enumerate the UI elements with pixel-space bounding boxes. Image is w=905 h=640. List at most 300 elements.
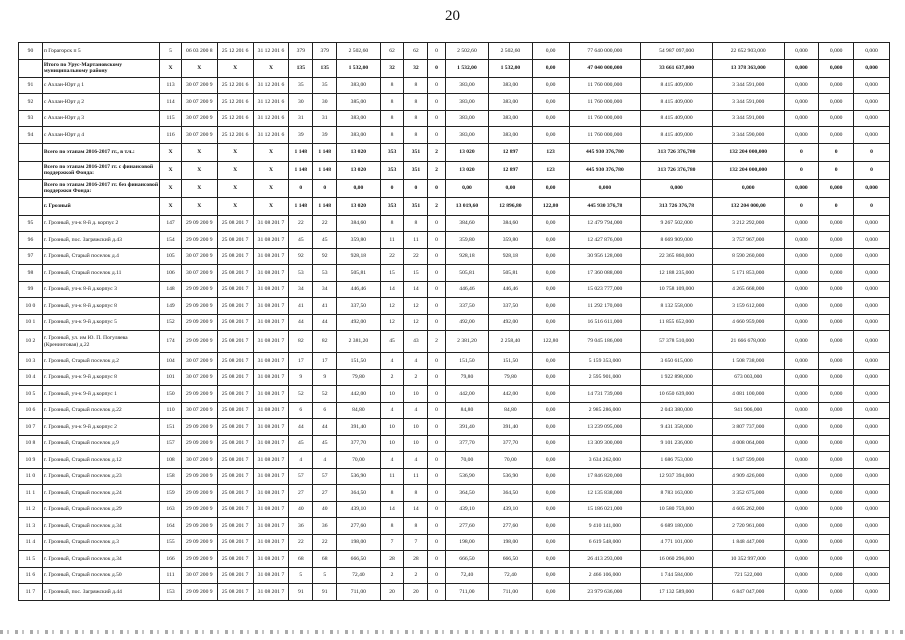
- cell-n: 99: [19, 281, 43, 298]
- cell-id: 149: [160, 298, 182, 315]
- cell-c4: 12: [380, 298, 404, 315]
- cell-c1: 34: [289, 281, 313, 298]
- cell-c9: 0,00: [532, 501, 569, 518]
- table-row: [19, 298, 890, 315]
- cell-c15: 0,000: [854, 534, 890, 551]
- cell-c14: 0,000: [819, 331, 854, 353]
- cell-c12: 721 522,000: [712, 567, 784, 584]
- cell-d3: 31 08 201 7: [253, 232, 289, 249]
- cell-name: г. Грозный, уч-к 8-й д. корпус 2: [42, 215, 159, 232]
- table-row: [19, 468, 890, 485]
- cell-c10: 11 760 000,000: [569, 127, 641, 144]
- cell-c6: 0: [428, 179, 445, 197]
- cell-c10: 12 427 876,000: [569, 232, 641, 249]
- cell-c12: 4 081 100,000: [712, 386, 784, 403]
- cell-c8: 12 896,80: [489, 197, 532, 215]
- cell-id: 152: [160, 314, 182, 331]
- cell-c5: 10: [404, 386, 428, 403]
- cell-c1: 36: [289, 518, 313, 535]
- cell-c5: 14: [404, 281, 428, 298]
- cell-c14: 0,000: [819, 468, 854, 485]
- cell-c11: 8 415 409,000: [641, 94, 713, 111]
- cell-c7: 2 502,60: [445, 43, 488, 60]
- cell-c8: 391,40: [489, 419, 532, 436]
- table-row: [19, 551, 890, 568]
- cell-c12: 13 378 363,000: [712, 59, 784, 77]
- cell-c6: 2: [428, 143, 445, 161]
- cell-c7: 13 019,60: [445, 197, 488, 215]
- cell-d1: 29 09 200 9: [181, 386, 217, 403]
- cell-c2: 379: [313, 43, 337, 60]
- cell-c1: 44: [289, 314, 313, 331]
- cell-c11: 9 101 236,000: [641, 435, 713, 452]
- cell-c3: 377,70: [337, 435, 380, 452]
- table-total-row: [19, 59, 890, 77]
- cell-c4: 4: [380, 353, 404, 370]
- cell-d2: 25 08 201 7: [217, 215, 253, 232]
- cell-d3: 31 08 201 7: [253, 551, 289, 568]
- cell-c4: 4: [380, 452, 404, 469]
- cell-c15: 0,000: [854, 179, 890, 197]
- cell-c5: 12: [404, 298, 428, 315]
- cell-c10: 11 760 000,000: [569, 94, 641, 111]
- cell-c3: 1 532,00: [337, 59, 380, 77]
- cell-c6: 0: [428, 281, 445, 298]
- cell-d1: 29 09 200 9: [181, 232, 217, 249]
- cell-c7: 1 532,00: [445, 59, 488, 77]
- cell-c9: 0,00: [532, 127, 569, 144]
- cell-d2: 25 08 201 7: [217, 518, 253, 535]
- cell-c1: 53: [289, 265, 313, 282]
- cell-c12: 3 212 292,000: [712, 215, 784, 232]
- cell-c6: 0: [428, 518, 445, 535]
- cell-c12: 1 508 738,000: [712, 353, 784, 370]
- table-row: [19, 501, 890, 518]
- cell-c14: 0,000: [819, 485, 854, 502]
- cell-d1: 30 07 200 9: [181, 248, 217, 265]
- cell-c3: 391,40: [337, 419, 380, 436]
- cell-c6: 2: [428, 331, 445, 353]
- cell-id: 114: [160, 94, 182, 111]
- cell-c6: 0: [428, 551, 445, 568]
- cell-c6: 0: [428, 232, 445, 249]
- cell-c9: 0,00: [532, 94, 569, 111]
- cell-d2: 25 12 201 6: [217, 94, 253, 111]
- cell-name: г. Грозный, уч-к 8-й д.корпус 8: [42, 298, 159, 315]
- cell-c1: 1 148: [289, 161, 313, 179]
- cell-name: с Ахлан-Юрт д 1: [42, 77, 159, 94]
- cell-c10: 6 619 548,000: [569, 534, 641, 551]
- cell-name: с Ахлан-Юрт д 3: [42, 110, 159, 127]
- cell-d2: 25 08 201 7: [217, 485, 253, 502]
- cell-c4: 8: [380, 485, 404, 502]
- cell-c10: 47 040 000,000: [569, 59, 641, 77]
- cell-name: п Горагорск п 5: [42, 43, 159, 60]
- cell-c14: 0,000: [819, 584, 854, 601]
- cell-c7: 505,81: [445, 265, 488, 282]
- cell-c9: 0,00: [532, 567, 569, 584]
- cell-c3: 383,00: [337, 127, 380, 144]
- cell-c5: 8: [404, 485, 428, 502]
- cell-name: с Ахлан-Юрт д 2: [42, 94, 159, 111]
- cell-c10: 445 930 376,780: [569, 143, 641, 161]
- cell-c13: 0,000: [784, 265, 819, 282]
- cell-c3: 385,00: [337, 94, 380, 111]
- cell-d1: 30 07 200 9: [181, 353, 217, 370]
- cell-c1: 6: [289, 402, 313, 419]
- cell-name: г. Грозный, пос. Загряжский д.43: [42, 232, 159, 249]
- cell-c8: 198,00: [489, 534, 532, 551]
- table-row: [19, 518, 890, 535]
- cell-c3: 383,00: [337, 110, 380, 127]
- cell-c4: 22: [380, 248, 404, 265]
- cell-c4: 45: [380, 331, 404, 353]
- cell-c14: 0,000: [819, 518, 854, 535]
- cell-id: 147: [160, 215, 182, 232]
- cell-c3: 711,00: [337, 584, 380, 601]
- cell-c13: 0,000: [784, 518, 819, 535]
- cell-id: 111: [160, 567, 182, 584]
- cell-c14: 0,000: [819, 265, 854, 282]
- cell-c9: 0,00: [532, 402, 569, 419]
- cell-c12: 132 204 000,000: [712, 161, 784, 179]
- cell-c5: 32: [404, 59, 428, 77]
- cell-d2: 25 08 201 7: [217, 386, 253, 403]
- cell-c10: 445 930 376,78: [569, 197, 641, 215]
- cell-d1: 29 09 200 9: [181, 534, 217, 551]
- cell-c5: 12: [404, 314, 428, 331]
- cell-c4: 4: [380, 402, 404, 419]
- cell-c14: 0: [819, 197, 854, 215]
- cell-c12: 0,000: [712, 179, 784, 197]
- cell-c7: 666,50: [445, 551, 488, 568]
- cell-c9: 0,00: [532, 314, 569, 331]
- cell-c3: 151,50: [337, 353, 380, 370]
- cell-c12: 132 204 000,00: [712, 197, 784, 215]
- cell-c4: 353: [380, 161, 404, 179]
- cell-c9: 0,00: [532, 215, 569, 232]
- cell-c10: 11 760 000,000: [569, 110, 641, 127]
- cell-c2: 44: [313, 419, 337, 436]
- cell-c2: 30: [313, 94, 337, 111]
- cell-name: г. Грозный, уч-к 9-й д.корпус 5: [42, 314, 159, 331]
- cell-c15: 0,000: [854, 485, 890, 502]
- cell-c13: 0,000: [784, 402, 819, 419]
- cell-id: 101: [160, 369, 182, 386]
- cell-c6: 0: [428, 314, 445, 331]
- cell-c5: 22: [404, 248, 428, 265]
- cell-c13: 0,000: [784, 468, 819, 485]
- cell-c2: 57: [313, 468, 337, 485]
- cell-c11: 8 783 163,000: [641, 485, 713, 502]
- cell-c7: 84,80: [445, 402, 488, 419]
- cell-id: 166: [160, 551, 182, 568]
- cell-c1: 135: [289, 59, 313, 77]
- cell-c2: 4: [313, 452, 337, 469]
- cell-c4: 8: [380, 215, 404, 232]
- cell-c13: 0,000: [784, 232, 819, 249]
- cell-id: 151: [160, 419, 182, 436]
- cell-c5: 0: [404, 179, 428, 197]
- cell-c4: 20: [380, 584, 404, 601]
- cell-name: г. Грозный, уч-к 9-й д.корпус 8: [42, 369, 159, 386]
- table-body: [19, 43, 890, 601]
- cell-n: 10 3: [19, 353, 43, 370]
- cell-id: 157: [160, 435, 182, 452]
- cell-c6: 0: [428, 127, 445, 144]
- cell-n: 10 0: [19, 298, 43, 315]
- cell-d1: 29 09 200 9: [181, 551, 217, 568]
- cell-c9: 0,00: [532, 179, 569, 197]
- cell-c10: 17 360 088,000: [569, 265, 641, 282]
- cell-c10: 77 640 000,000: [569, 43, 641, 60]
- cell-c2: 34: [313, 281, 337, 298]
- cell-n: 95: [19, 215, 43, 232]
- cell-c15: 0,000: [854, 281, 890, 298]
- cell-d2: 25 08 201 7: [217, 369, 253, 386]
- cell-c4: 2: [380, 369, 404, 386]
- cell-c14: 0,000: [819, 353, 854, 370]
- cell-c1: 39: [289, 127, 313, 144]
- cell-c9: 0,00: [532, 232, 569, 249]
- cell-name: г. Грозный, Старый поселок д.11: [42, 265, 159, 282]
- cell-d1: 29 09 200 9: [181, 215, 217, 232]
- table-total-row: [19, 179, 890, 197]
- cell-name: г. Грозный, ул. им Ю. П. Погуляева (Кренинговая) д.22: [42, 331, 159, 353]
- table-row: [19, 584, 890, 601]
- cell-c2: 44: [313, 314, 337, 331]
- table-row: [19, 485, 890, 502]
- cell-c14: 0,000: [819, 110, 854, 127]
- cell-c14: 0,000: [819, 419, 854, 436]
- cell-c7: 277,60: [445, 518, 488, 535]
- cell-n: [19, 197, 43, 215]
- cell-c7: 151,50: [445, 353, 488, 370]
- cell-c8: 928,18: [489, 248, 532, 265]
- cell-c8: 377,70: [489, 435, 532, 452]
- cell-c7: 79,80: [445, 369, 488, 386]
- cell-c1: 57: [289, 468, 313, 485]
- cell-c7: 928,18: [445, 248, 488, 265]
- cell-c15: 0,000: [854, 215, 890, 232]
- cell-c14: 0,000: [819, 501, 854, 518]
- cell-c7: 70,00: [445, 452, 488, 469]
- cell-c8: 384,60: [489, 215, 532, 232]
- cell-name: г. Грозный, Старый поселок д.34: [42, 518, 159, 535]
- cell-d1: X: [181, 143, 217, 161]
- cell-c12: 4 660 959,000: [712, 314, 784, 331]
- cell-name: г. Грозный: [42, 197, 159, 215]
- cell-c14: 0,000: [819, 551, 854, 568]
- cell-c4: 353: [380, 197, 404, 215]
- cell-id: 108: [160, 452, 182, 469]
- cell-c11: 10 650 639,000: [641, 386, 713, 403]
- cell-c3: 277,60: [337, 518, 380, 535]
- cell-c6: 0: [428, 265, 445, 282]
- cell-c1: 30: [289, 94, 313, 111]
- cell-c13: 0,000: [784, 77, 819, 94]
- cell-c10: 17 846 820,000: [569, 468, 641, 485]
- cell-c11: 1 922 898,000: [641, 369, 713, 386]
- cell-c14: 0,000: [819, 94, 854, 111]
- cell-c13: 0,000: [784, 110, 819, 127]
- cell-c8: 492,00: [489, 314, 532, 331]
- cell-c6: 0: [428, 402, 445, 419]
- cell-c14: 0: [819, 143, 854, 161]
- cell-c9: 0,00: [532, 551, 569, 568]
- cell-c6: 0: [428, 468, 445, 485]
- cell-d2: 25 08 201 7: [217, 452, 253, 469]
- cell-c4: 0: [380, 179, 404, 197]
- cell-d1: 29 09 200 9: [181, 584, 217, 601]
- cell-n: 10 8: [19, 435, 43, 452]
- cell-name: Всего по этапам 2016-2017 гг., в т.ч.:: [42, 143, 159, 161]
- cell-c14: 0,000: [819, 435, 854, 452]
- table-total-row: [19, 143, 890, 161]
- cell-c9: 0,00: [532, 298, 569, 315]
- cell-c7: 72,40: [445, 567, 488, 584]
- cell-c1: 82: [289, 331, 313, 353]
- cell-c8: 72,40: [489, 567, 532, 584]
- cell-c14: 0,000: [819, 43, 854, 60]
- cell-d2: 25 08 201 7: [217, 281, 253, 298]
- cell-c3: 70,00: [337, 452, 380, 469]
- cell-c2: 1 148: [313, 197, 337, 215]
- cell-c12: 673 003,000: [712, 369, 784, 386]
- cell-c14: 0,000: [819, 386, 854, 403]
- cell-c3: 492,00: [337, 314, 380, 331]
- cell-n: 10 4: [19, 369, 43, 386]
- cell-c8: 666,50: [489, 551, 532, 568]
- cell-id: X: [160, 161, 182, 179]
- cell-d3: X: [253, 59, 289, 77]
- cell-id: 158: [160, 468, 182, 485]
- cell-d2: X: [217, 179, 253, 197]
- cell-n: 10 1: [19, 314, 43, 331]
- cell-c13: 0,000: [784, 281, 819, 298]
- cell-name: г. Грозный, Старый поселок д.29: [42, 501, 159, 518]
- cell-c7: 359,80: [445, 232, 488, 249]
- cell-d2: X: [217, 161, 253, 179]
- cell-c9: 122,80: [532, 331, 569, 353]
- cell-id: 116: [160, 127, 182, 144]
- table-row: [19, 265, 890, 282]
- cell-c2: 39: [313, 127, 337, 144]
- cell-c10: 3 634 262,000: [569, 452, 641, 469]
- cell-c2: 35: [313, 77, 337, 94]
- cell-name: г. Грозный, Старый поселок д.4: [42, 248, 159, 265]
- cell-d2: 25 08 201 7: [217, 314, 253, 331]
- cell-c5: 8: [404, 94, 428, 111]
- cell-c9: 0,00: [532, 534, 569, 551]
- cell-c1: 31: [289, 110, 313, 127]
- cell-c10: 2 985 286,000: [569, 402, 641, 419]
- cell-d2: X: [217, 59, 253, 77]
- cell-d1: 29 09 200 9: [181, 485, 217, 502]
- cell-d2: 25 08 201 7: [217, 353, 253, 370]
- cell-c6: 2: [428, 197, 445, 215]
- cell-c10: 13 309 300,000: [569, 435, 641, 452]
- cell-c11: 6 689 180,000: [641, 518, 713, 535]
- cell-c4: 2: [380, 567, 404, 584]
- cell-c2: 27: [313, 485, 337, 502]
- cell-c13: 0,000: [784, 534, 819, 551]
- cell-c8: 711,00: [489, 584, 532, 601]
- cell-c11: 22 365 860,000: [641, 248, 713, 265]
- cell-c4: 32: [380, 59, 404, 77]
- cell-c5: 11: [404, 468, 428, 485]
- cell-d3: X: [253, 197, 289, 215]
- cell-n: [19, 59, 43, 77]
- cell-c5: 20: [404, 584, 428, 601]
- cell-d1: X: [181, 197, 217, 215]
- cell-d1: 29 09 200 9: [181, 468, 217, 485]
- cell-c1: 45: [289, 232, 313, 249]
- cell-c4: 62: [380, 43, 404, 60]
- cell-id: X: [160, 179, 182, 197]
- table-row: [19, 248, 890, 265]
- cell-id: 110: [160, 402, 182, 419]
- cell-c12: 8 590 260,000: [712, 248, 784, 265]
- cell-c4: 12: [380, 314, 404, 331]
- cell-name: г. Грозный, Старый поселок д.12: [42, 452, 159, 469]
- cell-n: 94: [19, 127, 43, 144]
- cell-c12: 4 909 426,000: [712, 468, 784, 485]
- cell-name: Итого по Урус-Мартановскому муниципальному району: [42, 59, 159, 77]
- cell-d3: 31 08 201 7: [253, 215, 289, 232]
- cell-d3: 31 12 201 6: [253, 127, 289, 144]
- cell-c12: 4 008 064,000: [712, 435, 784, 452]
- cell-c3: 359,80: [337, 232, 380, 249]
- cell-c10: 15 186 021,000: [569, 501, 641, 518]
- cell-c13: 0,000: [784, 584, 819, 601]
- cell-c7: 13 020: [445, 161, 488, 179]
- cell-id: 159: [160, 485, 182, 502]
- cell-id: 148: [160, 281, 182, 298]
- cell-c4: 14: [380, 501, 404, 518]
- cell-c2: 9: [313, 369, 337, 386]
- cell-c5: 62: [404, 43, 428, 60]
- cell-c3: 383,00: [337, 77, 380, 94]
- cell-c15: 0,000: [854, 567, 890, 584]
- cell-c10: 9 410 141,000: [569, 518, 641, 535]
- cell-c14: 0,000: [819, 248, 854, 265]
- cell-c7: 391,40: [445, 419, 488, 436]
- cell-name: г. Грозный, Старый поселок д.2: [42, 353, 159, 370]
- cell-c5: 28: [404, 551, 428, 568]
- cell-d2: 25 08 201 7: [217, 435, 253, 452]
- cell-d2: X: [217, 197, 253, 215]
- cell-c10: 445 930 376,780: [569, 161, 641, 179]
- cell-c4: 15: [380, 265, 404, 282]
- cell-c2: 22: [313, 215, 337, 232]
- cell-c8: 383,00: [489, 110, 532, 127]
- cell-c13: 0,000: [784, 59, 819, 77]
- cell-c13: 0: [784, 161, 819, 179]
- cell-c15: 0,000: [854, 331, 890, 353]
- cell-c14: 0,000: [819, 298, 854, 315]
- cell-c9: 0,00: [532, 369, 569, 386]
- cell-c6: 0: [428, 298, 445, 315]
- cell-d1: 29 09 200 9: [181, 298, 217, 315]
- cell-c12: 1 848 447,000: [712, 534, 784, 551]
- cell-c1: 35: [289, 77, 313, 94]
- cell-c6: 0: [428, 501, 445, 518]
- cell-c4: 14: [380, 281, 404, 298]
- cell-c1: 40: [289, 501, 313, 518]
- cell-c9: 0,00: [532, 468, 569, 485]
- cell-c12: 10 352 997,000: [712, 551, 784, 568]
